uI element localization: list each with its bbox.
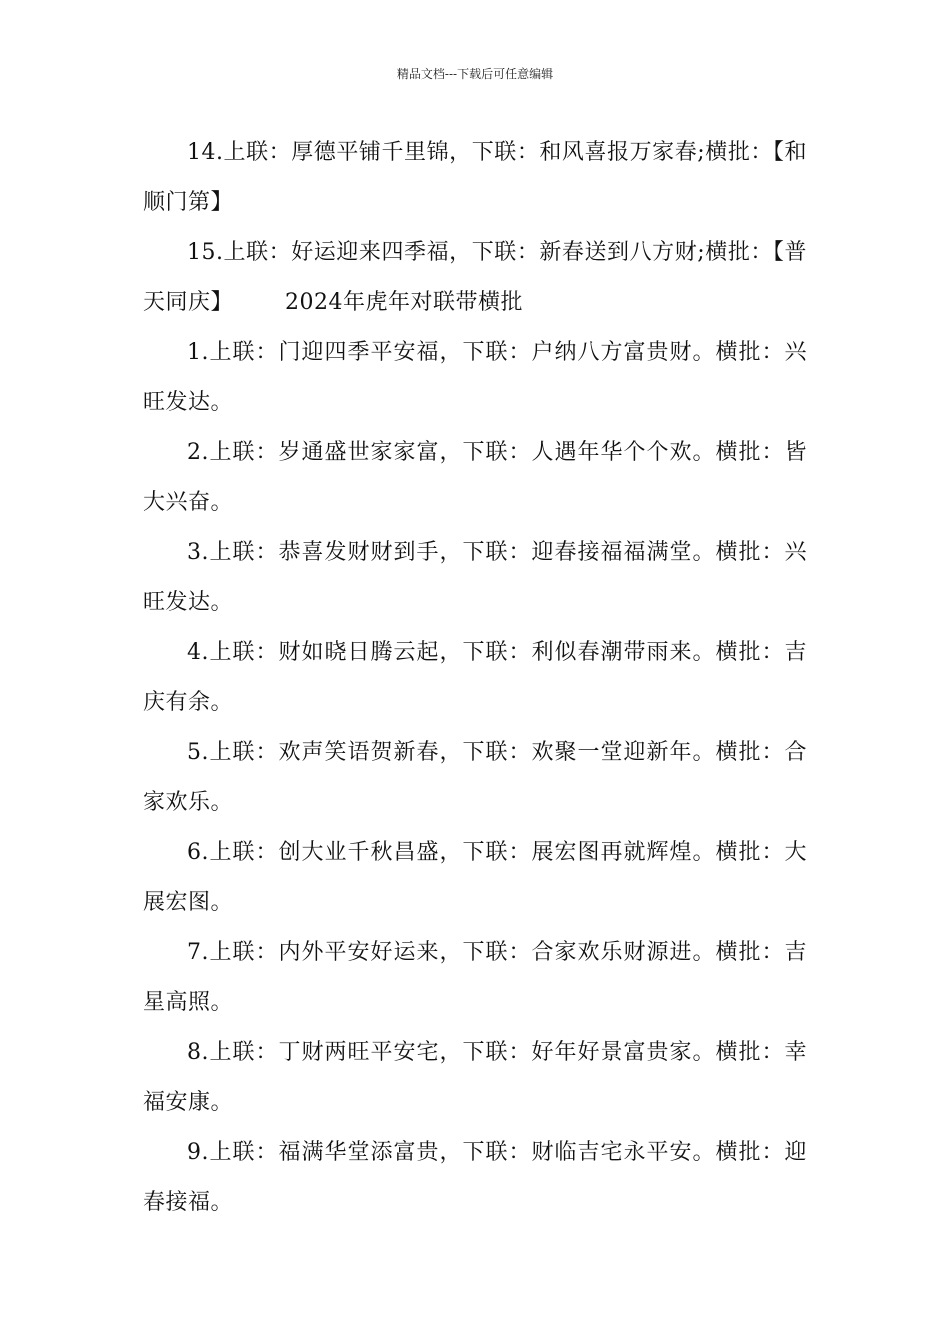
couplet-item-2: 2.上联：岁通盛世家家富，下联：人遇年华个个欢。横批：皆大兴奋。 <box>143 440 807 515</box>
page-header: 精品文档---下载后可任意编辑 <box>396 67 554 81</box>
section-title: 2024年虎年对联带横批 <box>285 290 524 315</box>
couplet-item-15 <box>143 228 807 328</box>
couplet-item-6: 6.上联：创大业千秋昌盛，下联：展宏图再就辉煌。横批：大展宏图。 <box>143 840 807 915</box>
couplet-item-4: 4.上联：财如晓日腾云起，下联：利似春潮带雨来。横批：吉庆有余。 <box>143 640 807 715</box>
couplet-item-1: 1.上联：门迎四季平安福，下联：户纳八方富贵财。横批：兴旺发达。 <box>143 340 807 415</box>
couplet-item-3: 3.上联：恭喜发财财到手，下联：迎春接福福满堂。横批：兴旺发达。 <box>143 540 807 615</box>
couplet-item-7: 7.上联：内外平安好运来，下联：合家欢乐财源进。横批：吉星高照。 <box>143 940 807 1015</box>
couplet-item-8: 8.上联：丁财两旺平安宅，下联：好年好景富贵家。横批：幸福安康。 <box>143 1040 807 1115</box>
couplet-item-5: 5.上联：欢声笑语贺新春，下联：欢聚一堂迎新年。横批：合家欢乐。 <box>143 740 807 815</box>
document-body <box>143 128 807 1228</box>
couplet-item-9: 9.上联：福满华堂添富贵，下联：财临吉宅永平安。横批：迎春接福。 <box>143 1140 807 1215</box>
couplet-item-14: 14.上联：厚德平铺千里锦，下联：和风喜报万家春;横批：【和顺门第】 <box>143 140 807 215</box>
couplet-item-15-text: 15.上联：好运迎来四季福，下联：新春送到八方财;横批：【普天同庆】 <box>143 240 807 315</box>
